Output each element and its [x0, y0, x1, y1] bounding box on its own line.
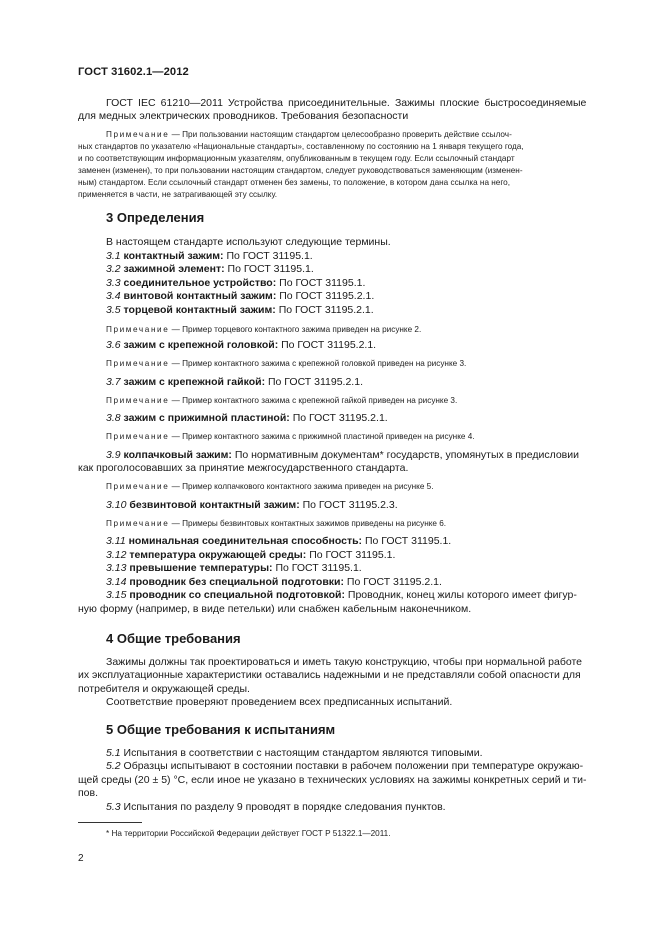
- clause-number: 5.1: [106, 747, 121, 759]
- definition-reference: По ГОСТ 31195.2.1.: [279, 290, 375, 302]
- note-line: [106, 431, 475, 442]
- note-text: — Пример торцевого контактного зажима приведен на рисунке 2.: [171, 325, 422, 334]
- clause-text: Испытания в соответствии с настоящим стандартом являются типовыми.: [123, 747, 483, 759]
- note-text: — Пример колпачкового контактного зажима приведен на рисунке 5.: [171, 482, 434, 491]
- note-line: [106, 518, 446, 529]
- defined-term: номинальная соединительная способность:: [128, 535, 363, 547]
- definition-reference: По ГОСТ 31195.1.: [309, 549, 396, 561]
- definition-reference: По ГОСТ 31195.2.1.: [278, 304, 374, 316]
- defined-term: зажимной элемент:: [123, 263, 225, 275]
- section-heading: 5 Общие требования к испытаниям: [106, 722, 336, 737]
- note-label: Примечание: [106, 325, 170, 334]
- defined-term: безвинтовой контактный зажим:: [129, 499, 300, 511]
- definition-item: [106, 250, 313, 263]
- clause-line: [106, 801, 446, 814]
- defined-term: соединительное устройство:: [123, 277, 277, 289]
- page-number: 2: [78, 853, 84, 864]
- clause-number: 3.9: [106, 449, 121, 461]
- clause-number: 3.13: [106, 562, 127, 574]
- reference-line: ГОСТ IEC 61210—2011 Устройства присоединительные. Зажимы плоские быстросоединяемые: [106, 97, 587, 109]
- note-line: [106, 324, 421, 335]
- defined-term: колпачковый зажим:: [123, 449, 232, 461]
- note-line: [106, 358, 466, 369]
- section-heading: 3 Определения: [106, 210, 205, 225]
- clause-number: 3.8: [106, 412, 121, 424]
- footnote-rule: [78, 822, 142, 823]
- note-line: [106, 129, 512, 140]
- note-label: Примечание: [106, 432, 170, 441]
- clause-number: 3.6: [106, 339, 121, 351]
- definition-reference: По ГОСТ 31195.2.3.: [302, 499, 398, 511]
- note-text: — Пример контактного зажима с крепежной гайкой приведен на рисунке 3.: [171, 396, 458, 405]
- clause-number: 3.4: [106, 290, 121, 302]
- note-line: [106, 481, 433, 492]
- definition-reference: По нормативным документам* государств, упомянутых в предисловии: [234, 449, 579, 461]
- definition-continuation: ную форму (например, в виде петельки) или снабжен кабельным наконечником.: [78, 603, 472, 615]
- note-line: заменен (изменен), то при пользовании настоящим стандартом, следует руководствоваться заменяющим (изменен-: [78, 166, 523, 175]
- definition-item: [106, 412, 388, 425]
- note-text: — Пример контактного зажима с прижимной пластиной приведен на рисунке 4.: [171, 432, 475, 441]
- definition-item: [106, 290, 374, 303]
- clause-number: 3.2: [106, 263, 121, 275]
- definition-item: [106, 304, 374, 317]
- clause-number: 3.10: [106, 499, 127, 511]
- defined-term: зажим с крепежной гайкой:: [123, 376, 266, 388]
- clause-number: 3.15: [106, 589, 127, 601]
- note-label: Примечание: [106, 359, 170, 368]
- defined-term: проводник со специальной подготовкой:: [129, 589, 345, 601]
- note-line: ных стандартов по указателю «Национальные стандарты», составленному по состоянию на 1 января текущего года,: [78, 142, 524, 151]
- definition-item: [106, 263, 314, 276]
- clause-line: щей среды (20 ± 5) °С, если иное не указано в технических условиях на зажимы конкретных серий и ти-: [78, 774, 587, 786]
- clause-number: 3.3: [106, 277, 121, 289]
- clause-number: 5.2: [106, 760, 121, 772]
- clause-line: пов.: [78, 787, 99, 799]
- paragraph-line: Соответствие проверяют проведением всех предписанных испытаний.: [106, 696, 453, 708]
- note-label: Примечание: [106, 519, 170, 528]
- definition-reference: По ГОСТ 31195.1.: [226, 250, 313, 262]
- clause-number: 5.3: [106, 801, 121, 813]
- clause-number: 3.5: [106, 304, 121, 316]
- section-heading: 4 Общие требования: [106, 631, 241, 646]
- definition-reference: Проводник, конец жилы которого имеет фигур-: [347, 589, 577, 601]
- defined-term: контактный зажим:: [123, 250, 224, 262]
- note-text: — Пример контактного зажима с крепежной головкой приведен на рисунке 3.: [171, 359, 467, 368]
- defined-term: зажим с крепежной головкой:: [123, 339, 279, 351]
- clause-line: [106, 760, 583, 773]
- definition-reference: По ГОСТ 31195.2.1.: [268, 376, 363, 388]
- note-label: Примечание: [106, 482, 170, 491]
- reference-line: для медных электрических проводников. Требования безопасности: [78, 110, 409, 122]
- defined-term: проводник без специальной подготовки:: [129, 576, 344, 588]
- defined-term: торцевой контактный зажим:: [123, 304, 276, 316]
- clause-number: 3.1: [106, 250, 121, 262]
- clause-number: 3.14: [106, 576, 127, 588]
- definition-item: [106, 339, 376, 352]
- clause-text: Испытания по разделу 9 проводят в порядке следования пунктов.: [123, 801, 446, 813]
- definition-item: [106, 449, 579, 462]
- clause-number: 3.7: [106, 376, 121, 388]
- note-label: Примечание: [106, 130, 170, 139]
- clause-text: Образцы испытывают в состоянии поставки в рабочем положении при температуре окружаю-: [123, 760, 584, 772]
- definition-item: [106, 499, 398, 512]
- paragraph: В настоящем стандарте используют следующие термины.: [106, 236, 391, 248]
- definition-reference: По ГОСТ 31195.1.: [275, 562, 362, 574]
- definition-reference: По ГОСТ 31195.1.: [364, 535, 452, 547]
- definition-item: [106, 535, 451, 548]
- definition-reference: По ГОСТ 31195.2.1.: [292, 412, 388, 424]
- paragraph-line: Зажимы должны так проектироваться и иметь такую конструкцию, чтобы при нормальной работе: [106, 656, 582, 668]
- note-line: и по соответствующим информационным указателям, опубликованным в текущем году. Если ссылочный стандарт: [78, 154, 515, 163]
- definition-reference: По ГОСТ 31195.1.: [227, 263, 314, 275]
- definition-reference: По ГОСТ 31195.1.: [279, 277, 366, 289]
- definition-item: [106, 589, 577, 602]
- note-label: Примечание: [106, 396, 170, 405]
- definition-item: [106, 562, 362, 575]
- defined-term: температура окружающей среды:: [129, 549, 307, 561]
- definition-item: [106, 576, 442, 589]
- note-line: ным) стандартом. Если ссылочный стандарт отменен без замены, то положение, в котором дана ссылка на него,: [78, 178, 510, 187]
- definition-continuation: как проголосовавших за принятие межгосударственного стандарта.: [78, 462, 409, 474]
- clause-number: 3.12: [106, 549, 127, 561]
- definition-reference: По ГОСТ 31195.2.1.: [281, 339, 377, 351]
- paragraph-line: потребителя и окружающей среды.: [78, 683, 250, 695]
- defined-term: превышение температуры:: [129, 562, 273, 574]
- paragraph-line: их эксплуатационные характеристики оставались надежными и не представляли собой опасности для: [78, 669, 581, 681]
- note-line: применяется в части, не затрагивающей эту ссылку.: [78, 190, 278, 199]
- defined-term: зажим с прижимной пластиной:: [123, 412, 290, 424]
- definition-item: [106, 549, 395, 562]
- clause-line: [106, 747, 483, 760]
- definition-item: [106, 277, 365, 290]
- note-text: — Примеры безвинтовых контактных зажимов приведены на рисунке 6.: [171, 519, 447, 528]
- definition-item: [106, 376, 363, 389]
- footnote: * На территории Российской Федерации действует ГОСТ Р 51322.1—2011.: [106, 829, 391, 838]
- note-text: — При пользовании настоящим стандартом целесообразно проверить действие ссылоч-: [171, 130, 512, 139]
- document-header: ГОСТ 31602.1—2012: [78, 66, 189, 78]
- definition-reference: По ГОСТ 31195.2.1.: [346, 576, 442, 588]
- defined-term: винтовой контактный зажим:: [123, 290, 277, 302]
- note-line: [106, 395, 457, 406]
- clause-number: 3.11: [106, 535, 126, 547]
